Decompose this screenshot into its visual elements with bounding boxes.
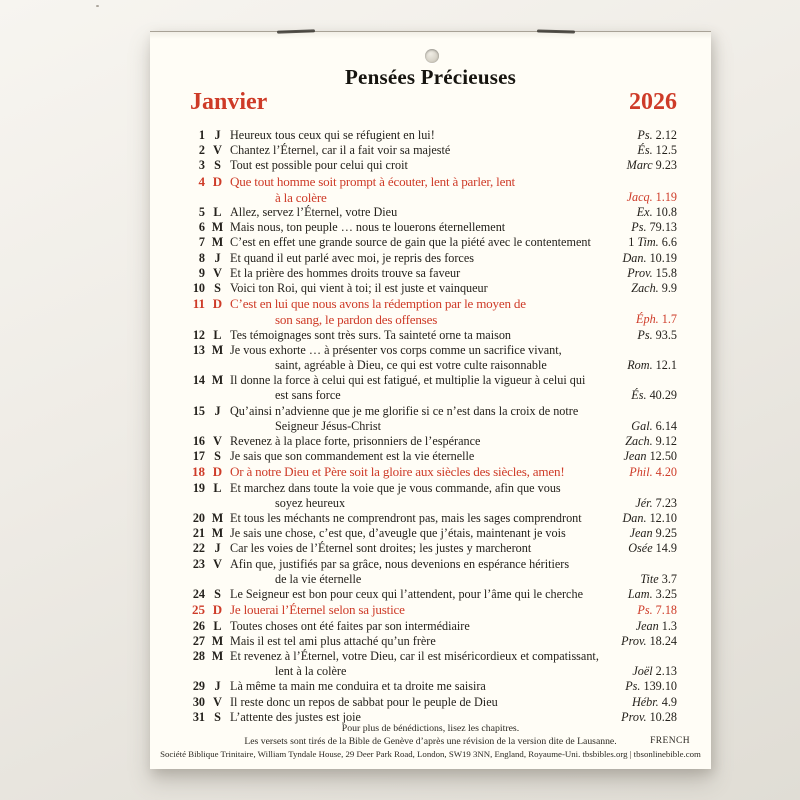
verse-row (179, 266, 677, 281)
day-number: 22 (192, 541, 205, 556)
verse-row (179, 343, 677, 373)
reference-number: 7.23 (655, 495, 677, 510)
reference-prefix: 1 (628, 235, 638, 250)
day-number: 15 (192, 403, 205, 418)
verse-text (230, 235, 677, 250)
day-number: 19 (192, 480, 205, 495)
verse-row (179, 174, 677, 205)
hanging-hole (425, 49, 439, 63)
verse-text (230, 695, 677, 710)
verse-text (230, 251, 677, 266)
scripture-reference (631, 419, 677, 434)
weekday-letter: J (214, 541, 221, 556)
verse-line-1: Chantez l’Éternel, car il a fait voir sa majesté (230, 143, 451, 158)
day-number: 13 (192, 342, 205, 357)
reference-book: Éph. (636, 312, 659, 327)
verse-row (179, 205, 677, 220)
verse-text (230, 679, 677, 694)
reference-number: 10.8 (655, 205, 677, 220)
reference-number: 3.7 (661, 571, 677, 586)
reference-book: Jean (623, 449, 647, 464)
verse-text (230, 481, 677, 511)
verse-text (230, 205, 677, 220)
verse-row (179, 434, 677, 449)
verse-line-1: Or à notre Dieu et Père soit la gloire aux siècles des siècles, amen! (230, 464, 565, 480)
dust-speck (96, 5, 99, 7)
weekday-letter: L (213, 327, 222, 342)
weekday-letter: S (214, 587, 221, 602)
weekday-letter: L (213, 618, 222, 633)
verse-row (179, 158, 677, 173)
scripture-reference (624, 449, 677, 464)
weekday-letter: M (211, 526, 224, 541)
verse-text (230, 541, 677, 556)
day-number: 10 (192, 281, 205, 296)
verse-line-1: Et revenez à l’Éternel, votre Dieu, car il est miséricordieux et compatissant, (230, 648, 599, 663)
reference-number: 9.12 (655, 434, 677, 449)
day-number: 18 (192, 464, 205, 480)
reference-book: Marc (626, 158, 653, 173)
verse-line-1: C’est en lui que nous avons la rédemption par le moyen de (230, 296, 526, 312)
verse-line-1: Il donne la force à celui qui est fatigué, et multiplie la vigueur à celui qui (230, 373, 586, 388)
verse-line-2: lent à la colère (275, 664, 347, 679)
reference-number: 12.10 (649, 511, 677, 526)
weekday-letter: L (213, 205, 222, 220)
scripture-reference (637, 603, 677, 618)
verse-text (230, 281, 677, 296)
verse-text (230, 602, 677, 618)
reference-number: 1.3 (661, 618, 677, 633)
day-number: 3 (198, 158, 205, 173)
language-tag: FRENCH (650, 736, 690, 746)
day-number: 27 (192, 633, 205, 648)
day-number: 17 (192, 449, 205, 464)
reference-number: 2.12 (655, 128, 677, 142)
scripture-reference (628, 235, 677, 250)
reference-number: 12.1 (655, 358, 677, 373)
weekday-letter: M (211, 648, 224, 663)
verse-text (230, 296, 677, 327)
verse-text (230, 404, 677, 434)
weekday-letter: D (212, 602, 223, 618)
reference-book: Ex. (636, 205, 653, 220)
verse-text (230, 128, 677, 143)
verse-line-1: Je sais que son commandement est la vie éternelle (230, 449, 475, 464)
reference-book: És. (637, 143, 653, 158)
reference-book: Zach. (631, 281, 659, 296)
verse-text (230, 587, 677, 602)
reference-number: 6.6 (661, 235, 677, 250)
verse-line-1: Je sais une chose, c’est que, d’aveugle que j’étais, maintenant je vois (230, 526, 566, 541)
verse-line-1: Toutes choses ont été faites par son intermédiaire (230, 618, 470, 633)
weekday-letter: S (214, 709, 221, 724)
verse-text (230, 619, 677, 634)
weekday-letter: M (211, 373, 224, 388)
reference-number: 4.20 (655, 465, 677, 480)
verse-line-1: Et quand il eut parlé avec moi, je repris des forces (230, 250, 474, 265)
scripture-reference (637, 128, 677, 143)
weekday-letter: J (214, 679, 221, 694)
verse-text (230, 343, 677, 373)
verse-text (230, 266, 677, 281)
verse-line-1: Je louerai l’Éternel selon sa justice (230, 602, 405, 618)
scripture-reference (622, 251, 677, 266)
verse-line-2: à la colère (275, 189, 327, 205)
reference-book: Gal. (631, 418, 653, 433)
footer-publisher-line: Société Biblique Trinitaire, William Tyndale House, 29 Deer Park Road, London, SW19 3NN, England, Royaume-Uni. tbsbibles.org | tbsonlinebible.com (160, 749, 701, 759)
reference-book: Joël (632, 664, 653, 679)
verse-line-2: de la vie éternelle (275, 571, 362, 586)
verse-line-1: Heureux tous ceux qui se réfugient en lui! (230, 128, 435, 142)
verse-line-1: Là même ta main me conduira et ta droite me saisira (230, 679, 486, 694)
reference-book: Prov. (621, 633, 647, 648)
reference-number: 10.19 (649, 250, 677, 265)
reference-book: Hébr. (631, 694, 659, 709)
verse-row (179, 449, 677, 464)
reference-book: Zach. (625, 434, 653, 449)
day-number: 12 (192, 327, 205, 342)
verse-row (179, 464, 677, 480)
scripture-reference (636, 312, 677, 327)
day-number: 23 (192, 556, 205, 571)
staple-icon (277, 29, 315, 33)
scripture-reference (631, 281, 677, 296)
verse-text (230, 143, 677, 158)
scripture-reference (627, 266, 677, 281)
verse-line-1: Mais nous, ton peuple … nous te louerons éternellement (230, 220, 506, 235)
reference-number: 3.25 (655, 587, 677, 602)
entries-list (179, 128, 677, 725)
verse-text (230, 649, 677, 679)
weekday-letter: D (212, 464, 223, 480)
weekday-letter: L (213, 480, 222, 495)
scripture-reference (627, 358, 677, 373)
verse-line-1: C’est en effet une grande source de gain que la piété avec le contentement (230, 235, 591, 250)
day-number: 6 (198, 220, 205, 235)
reference-number: 4.9 (661, 694, 677, 709)
weekday-letter: V (213, 143, 222, 158)
scripture-reference (628, 587, 677, 602)
reference-number: 9.25 (655, 526, 677, 541)
verse-line-2: son sang, le pardon des offenses (275, 312, 438, 328)
verse-row (179, 541, 677, 556)
day-number: 8 (198, 250, 205, 265)
reference-number: 14.9 (655, 541, 677, 556)
reference-number: 18.24 (649, 633, 677, 648)
reference-book: Tite (640, 571, 659, 586)
reference-number: 2.13 (655, 664, 677, 679)
reference-number: 6.14 (655, 418, 677, 433)
verse-line-1: Afin que, justifiés par sa grâce, nous devenions en espérance héritiers (230, 556, 570, 571)
verse-row (179, 619, 677, 634)
scripture-reference (632, 664, 677, 679)
day-number: 9 (198, 265, 205, 280)
weekday-letter: J (214, 403, 221, 418)
scripture-reference (627, 158, 677, 173)
day-number: 20 (192, 511, 205, 526)
scripture-reference (637, 205, 677, 220)
verse-line-1: Car les voies de l’Éternel sont droites; les justes y marcheront (230, 541, 532, 556)
verse-row (179, 281, 677, 296)
scripture-reference (632, 695, 677, 710)
reference-number: 9.23 (655, 158, 677, 173)
reference-book: Jér. (635, 495, 653, 510)
weekday-letter: S (214, 449, 221, 464)
verse-text (230, 328, 677, 343)
verse-row (179, 220, 677, 235)
day-number: 28 (192, 648, 205, 663)
reference-book: Ps. (637, 128, 653, 142)
footer-source-note (150, 735, 711, 748)
verse-text (230, 464, 677, 480)
weekday-letter: J (214, 250, 221, 265)
scripture-reference (637, 328, 677, 343)
footer-source-text: Les versets sont tirés de la Bible de Genève d’après une révision de la version dite de Lausanne. (244, 736, 617, 747)
reference-book: Prov. (627, 265, 653, 280)
verse-text (230, 434, 677, 449)
verse-row (179, 587, 677, 602)
weekday-letter: M (211, 511, 224, 526)
reference-book: Dan. (622, 250, 647, 265)
scripture-reference (636, 619, 677, 634)
reference-book: Jacq. (626, 189, 653, 204)
weekday-letter: V (213, 434, 222, 449)
scripture-reference (630, 526, 677, 541)
scripture-reference (640, 572, 677, 587)
verse-line-1: Le Seigneur est bon pour ceux qui l’attendent, pour l’âme qui le cherche (230, 587, 583, 602)
day-number: 7 (198, 235, 205, 250)
verse-line-1: Que tout homme soit prompt à écouter, lent à parler, lent (230, 173, 515, 189)
verse-row (179, 296, 677, 327)
verse-row (179, 679, 677, 694)
reference-book: Osée (628, 541, 653, 556)
verse-row (179, 526, 677, 541)
verse-text (230, 557, 677, 587)
verse-line-1: Il reste donc un repos de sabbat pour le peuple de Dieu (230, 694, 498, 709)
year-label: 2026 (629, 89, 677, 115)
day-number: 14 (192, 373, 205, 388)
reference-book: Lam. (627, 587, 653, 602)
day-number: 31 (192, 709, 205, 724)
page-footer (150, 722, 711, 761)
verse-line-1: Mais il est tel ami plus attaché qu’un frère (230, 633, 436, 648)
verse-row (179, 481, 677, 511)
scripture-reference (625, 434, 677, 449)
day-number: 16 (192, 434, 205, 449)
verse-text (230, 449, 677, 464)
reference-number: 10.28 (649, 709, 677, 724)
verse-line-2: Seigneur Jésus-Christ (275, 418, 381, 433)
verse-row (179, 373, 677, 403)
weekday-letter: D (212, 173, 223, 189)
reference-book: Ps. (631, 220, 647, 235)
reference-number: 139.10 (643, 679, 677, 694)
reference-book: Jean (635, 618, 659, 633)
scripture-reference (637, 143, 677, 158)
weekday-letter: S (214, 281, 221, 296)
verse-row (179, 235, 677, 250)
reference-book: Prov. (621, 709, 647, 724)
day-number: 2 (198, 143, 205, 158)
weekday-letter: D (212, 296, 223, 312)
verse-text (230, 511, 677, 526)
verse-row (179, 634, 677, 649)
reference-number: 12.50 (649, 449, 677, 464)
reference-book: Dan. (622, 511, 647, 526)
reference-book: Ps. (637, 327, 653, 342)
reference-number: 1.19 (655, 189, 677, 204)
verse-line-1: Et tous les méchants ne comprendront pas, mais les sages comprendront (230, 511, 582, 526)
day-number: 4 (198, 173, 205, 189)
weekday-letter: V (213, 556, 222, 571)
day-number: 26 (192, 618, 205, 633)
calendar-title: Pensées Précieuses (345, 65, 516, 89)
verse-text (230, 174, 677, 205)
verse-line-1: Tes témoignages sont très surs. Ta sainteté orne ta maison (230, 327, 512, 342)
reference-book: És. (631, 388, 647, 403)
reference-book: Ps. (637, 603, 653, 618)
verse-row (179, 557, 677, 587)
verse-line-2: soyez heureux (275, 495, 346, 510)
day-number: 21 (192, 526, 205, 541)
verse-line-1: Et marchez dans toute la voie que je vous commande, afin que vous (230, 480, 561, 495)
reference-number: 7.18 (655, 603, 677, 618)
reference-book: Phil. (629, 465, 653, 480)
verse-line-1: Voici ton Roi, qui vient à toi; il est juste et vainqueur (230, 281, 488, 296)
footer-blessing-note: Pour plus de bénédictions, lisez les chapitres. (341, 723, 520, 734)
reference-book: Tim. (637, 235, 659, 250)
day-number: 5 (198, 205, 205, 220)
verse-row (179, 602, 677, 618)
verse-row (179, 404, 677, 434)
verse-line-1: Qu’ainsi n’advienne que je me glorifie si ce n’est dans la croix de notre (230, 403, 579, 418)
verse-row (179, 511, 677, 526)
reference-book: Jean (629, 526, 653, 541)
scripture-reference (635, 496, 677, 511)
scripture-reference (622, 511, 677, 526)
verse-line-2: saint, agréable à Dieu, ce qui est votre culte raisonnable (275, 358, 547, 373)
reference-number: 12.5 (655, 143, 677, 158)
verse-row (179, 328, 677, 343)
weekday-letter: M (211, 633, 224, 648)
scripture-reference (629, 465, 677, 480)
verse-text (230, 526, 677, 541)
verse-line-1: Revenez à la place forte, prisonniers de l’espérance (230, 434, 481, 449)
day-number: 11 (192, 296, 205, 312)
scripture-reference (628, 541, 677, 556)
verse-text (230, 634, 677, 649)
reference-book: Rom. (627, 358, 653, 373)
verse-text (230, 220, 677, 235)
verse-row (179, 143, 677, 158)
weekday-letter: V (213, 694, 222, 709)
scripture-reference (625, 679, 677, 694)
reference-number: 79.13 (649, 220, 677, 235)
weekday-letter: J (214, 128, 221, 142)
verse-line-1: Je vous exhorte … à présenter vos corps comme un sacrifice vivant, (230, 342, 562, 357)
scripture-reference (627, 190, 677, 205)
weekday-letter: V (213, 265, 222, 280)
weekday-letter: M (211, 220, 224, 235)
reference-number: 93.5 (655, 327, 677, 342)
verse-row (179, 128, 677, 143)
verse-row (179, 649, 677, 679)
weekday-letter: M (211, 342, 224, 357)
day-number: 1 (198, 128, 205, 142)
reference-book: Ps. (625, 679, 641, 694)
verse-row (179, 695, 677, 710)
weekday-letter: S (214, 158, 221, 173)
verse-line-1: Allez, servez l’Éternel, votre Dieu (230, 205, 398, 220)
staple-icon (537, 30, 575, 34)
verse-row (179, 251, 677, 266)
reference-number: 40.29 (649, 388, 677, 403)
weekday-letter: M (211, 235, 224, 250)
scripture-reference (631, 220, 677, 235)
month-label: Janvier (190, 89, 268, 115)
day-number: 29 (192, 679, 205, 694)
verse-line-2: est sans force (275, 388, 341, 403)
verse-text (230, 158, 677, 173)
verse-line-1: Tout est possible pour celui qui croit (230, 158, 408, 173)
verse-line-1: Et la prière des hommes droits trouve sa faveur (230, 265, 461, 280)
scripture-reference (621, 634, 677, 649)
reference-number: 15.8 (655, 265, 677, 280)
calendar-page (150, 31, 711, 769)
reference-number: 1.7 (661, 312, 677, 327)
verse-text (230, 373, 677, 403)
scripture-reference (631, 388, 677, 403)
day-number: 25 (192, 602, 205, 618)
day-number: 24 (192, 587, 205, 602)
day-number: 30 (192, 694, 205, 709)
reference-number: 9.9 (661, 281, 677, 296)
verse-line-1: L’attente des justes est joie (230, 709, 361, 724)
